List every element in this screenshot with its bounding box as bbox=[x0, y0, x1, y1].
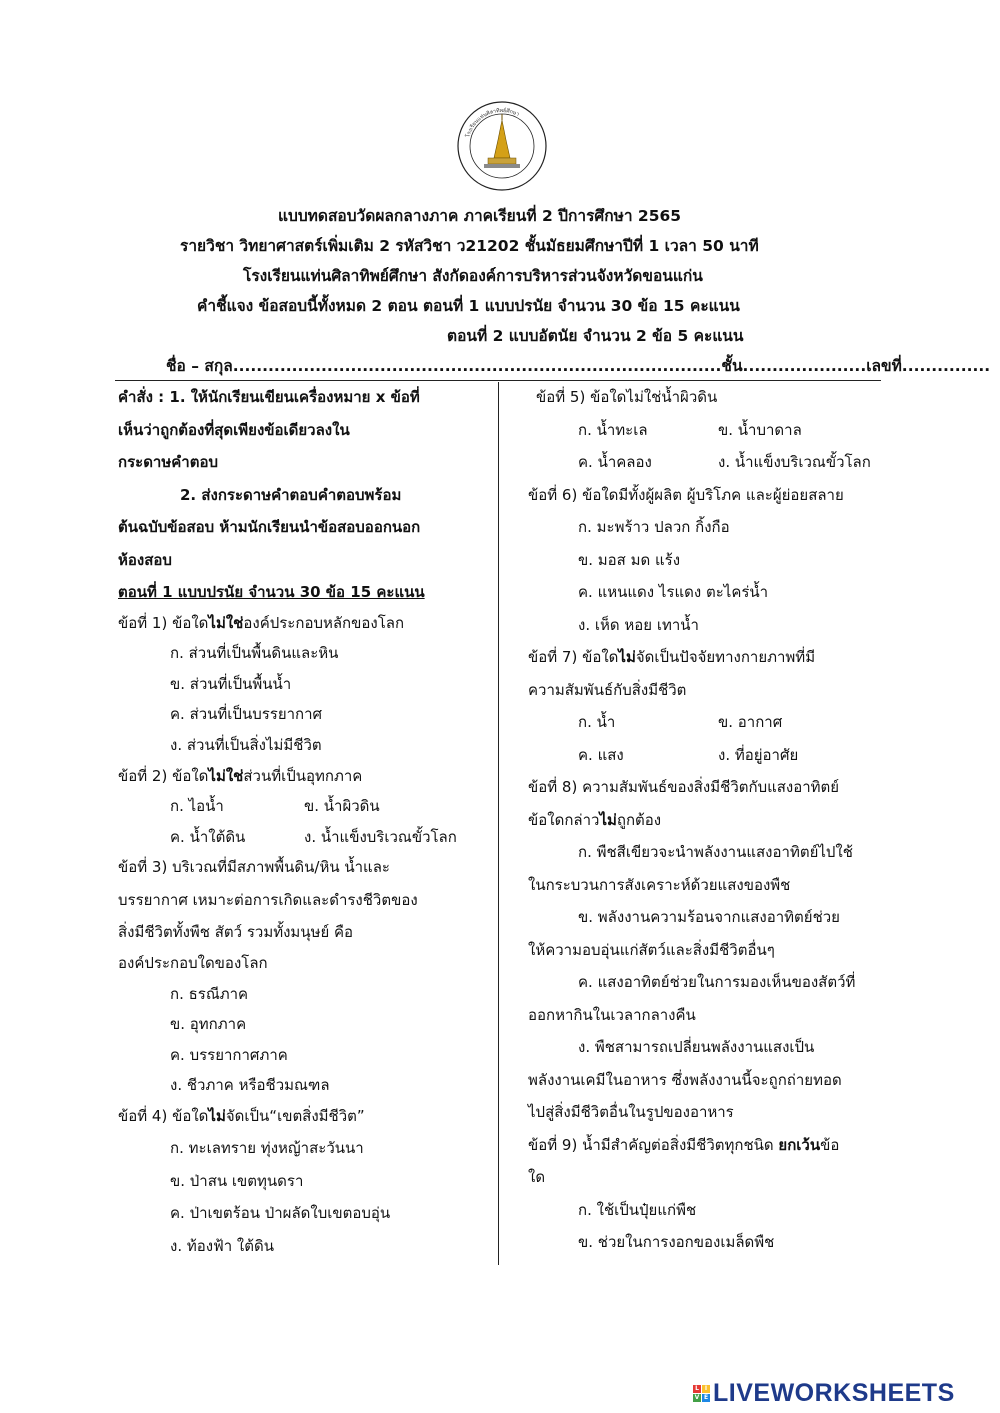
choice-q3-d[interactable]: ง. ชีวภาค หรือชีวมณฑล bbox=[170, 1076, 330, 1095]
choice-q7-c[interactable]: ค. แสง bbox=[578, 745, 624, 764]
instructions-line-1: คำชี้แจง ข้อสอบนี้ทั้งหมด 2 ตอน ตอนที่ 1 แบบปรนัย จำนวน 30 ข้อ 15 คะแนน bbox=[197, 297, 740, 315]
school-seal bbox=[456, 100, 548, 192]
question-8-cont: ข้อใดกล่าวไม่ถูกต้อง bbox=[528, 810, 662, 829]
logo-letter-i: I bbox=[702, 1385, 710, 1393]
instruction-1-cont: เห็นว่าถูกต้องที่สุดเพียงข้อเดียวลงใน bbox=[118, 420, 350, 439]
choice-q4-b[interactable]: ข. ป่าสน เขตทุนดรา bbox=[170, 1171, 304, 1190]
instructions-line-2: ตอนที่ 2 แบบอัตนัย จำนวน 2 ข้อ 5 คะแนน bbox=[447, 327, 744, 345]
subject-line: รายวิชา วิทยาศาสตร์เพิ่มเติม 2 รหัสวิชา ว21202 ชั้นมัธยมศึกษาปีที่ 1 เวลา 50 นาที bbox=[180, 237, 759, 255]
instruction-2: 2. ส่งกระดาษคำตอบคำตอบพร้อม bbox=[180, 485, 402, 504]
choice-q5-c[interactable]: ค. น้ำคลอง bbox=[578, 453, 652, 471]
instruction-2-cont: ต้นฉบับข้อสอบ ห้ามนักเรียนนำข้อสอบออกนอก bbox=[118, 518, 421, 536]
choice-q9-b[interactable]: ข. ช่วยในการงอกของเมล็ดพืช bbox=[578, 1233, 775, 1251]
question-6: ข้อที่ 6) ข้อใดมีทั้งผู้ผลิต ผู้บริโภค และผู้ย่อยสลาย bbox=[528, 485, 844, 504]
question-4: ข้อที่ 4) ข้อใดไม่จัดเป็น“เขตสิ่งมีชีวิต” bbox=[118, 1106, 365, 1125]
school-line: โรงเรียนแท่นศิลาทิพย์ศึกษา สังกัดองค์การบริหารส่วนจังหวัดขอนแก่น bbox=[243, 267, 703, 285]
choice-q2-d[interactable]: ง. น้ำแข็งบริเวณขั้วโลก bbox=[304, 827, 457, 846]
choice-q3-c[interactable]: ค. บรรยากาศภาค bbox=[170, 1045, 288, 1064]
choice-q8-b[interactable]: ข. พลังงานความร้อนจากแสงอาทิตย์ช่วย bbox=[578, 908, 840, 926]
choice-q2-c[interactable]: ค. น้ำใต้ดิน bbox=[170, 827, 246, 846]
choice-q2-a[interactable]: ก. ไอน้ำ bbox=[170, 797, 224, 816]
choice-q3-a[interactable]: ก. ธรณีภาค bbox=[170, 984, 249, 1003]
choice-q4-d[interactable]: ง. ท้องฟ้า ใต้ดิน bbox=[170, 1236, 274, 1255]
choice-q5-b[interactable]: ข. น้ำบาดาล bbox=[718, 420, 802, 439]
choice-q4-a[interactable]: ก. ทะเลทราย ทุ่งหญ้าสะวันนา bbox=[170, 1139, 364, 1158]
choice-q8-a[interactable]: ก. พืชสีเขียวจะนำพลังงานแสงอาทิตย์ไปใช้ bbox=[578, 843, 853, 861]
choice-q1-b[interactable]: ข. ส่วนที่เป็นพื้นน้ำ bbox=[170, 674, 292, 693]
logo-letter-e: E bbox=[703, 1393, 709, 1401]
choice-q8-c[interactable]: ค. แสงอาทิตย์ช่วยในการมองเห็นของสัตว์ที่ bbox=[578, 973, 856, 991]
question-5: ข้อที่ 5) ข้อใดไม่ใช่น้ำผิวดิน bbox=[536, 388, 718, 406]
choice-q8-a-cont: ในกระบวนการสังเคราะห์ด้วยแสงของพืช bbox=[528, 875, 791, 894]
choice-q8-c-cont: ออกหากินในเวลากลางคืน bbox=[528, 1005, 696, 1024]
name-field-line[interactable]: ชื่อ – สกุล...................................................................................ชั้น.....................เลขที่............... bbox=[166, 357, 991, 375]
choice-q4-c[interactable]: ค. ป่าเขตร้อน ป่าผลัดใบเขตอบอุ่น bbox=[170, 1204, 391, 1223]
choice-q2-b[interactable]: ข. น้ำผิวดิน bbox=[304, 797, 380, 816]
seal-label: โรงเรียนแท่นศิลาทิพย์ศึกษา bbox=[465, 107, 521, 139]
choice-q6-b[interactable]: ข. มอส มด แร้ง bbox=[578, 550, 681, 569]
left-column bbox=[118, 382, 493, 1263]
choice-q7-d[interactable]: ง. ที่อยู่อาศัย bbox=[718, 745, 799, 764]
choice-q9-a[interactable]: ก. ใช้เป็นปุ๋ยแก่พืช bbox=[578, 1200, 697, 1219]
choice-row-q2-2 bbox=[118, 822, 493, 853]
choice-q3-b[interactable]: ข. อุทกภาค bbox=[170, 1015, 247, 1034]
choice-q8-d-end: ไปสู่สิ่งมีชีวิตอื่นในรูปของอาหาร bbox=[528, 1103, 734, 1121]
choice-row-q5-2 bbox=[528, 447, 888, 480]
header-divider bbox=[115, 380, 881, 381]
question-3-end: องค์ประกอบใดของโลก bbox=[118, 953, 268, 972]
choice-q8-d-cont: พลังงานเคมีในอาหาร ซึ่งพลังงานนี้จะถูกถ่ายทอด bbox=[528, 1070, 842, 1089]
part-1-heading: ตอนที่ 1 แบบปรนัย จำนวน 30 ข้อ 15 คะแนน bbox=[118, 583, 425, 601]
choice-q6-d[interactable]: ง. เห็ด หอย เทาน้ำ bbox=[578, 615, 699, 634]
question-9: ข้อที่ 9) น้ำมีสำคัญต่อสิ่งมีชีวิตทุกชนิด ยกเว้นข้อ bbox=[528, 1135, 840, 1154]
choice-row-q7-1 bbox=[528, 707, 888, 740]
choice-q5-a[interactable]: ก. น้ำทะเล bbox=[578, 420, 648, 439]
choice-q5-d[interactable]: ง. น้ำแข็งบริเวณขั้วโลก bbox=[718, 453, 871, 471]
choice-q6-a[interactable]: ก. มะพร้าว ปลวก กิ้งกือ bbox=[578, 518, 730, 536]
choice-q8-d[interactable]: ง. พืชสามารถเปลี่ยนพลังงานแสงเป็น bbox=[578, 1038, 815, 1056]
logo-letter-l: L bbox=[693, 1385, 701, 1393]
choice-row-q2-1 bbox=[118, 791, 493, 822]
question-8: ข้อที่ 8) ความสัมพันธ์ของสิ่งมีชีวิตกับแสงอาทิตย์ bbox=[528, 778, 840, 796]
question-7-cont: ความสัมพันธ์กับสิ่งมีชีวิต bbox=[528, 680, 687, 699]
choice-q1-d[interactable]: ง. ส่วนที่เป็นสิ่งไม่มีชีวิต bbox=[170, 735, 322, 754]
choice-q8-b-cont: ให้ความอบอุ่นแก่สัตว์และสิ่งมีชีวิตอื่นๆ bbox=[528, 940, 775, 959]
choice-q7-b[interactable]: ข. อากาศ bbox=[718, 713, 783, 731]
question-3-cont: สิ่งมีชีวิตทั้งพืช สัตว์ รวมทั้งมนุษย์ คือ bbox=[118, 923, 354, 942]
logo-text: LIVEWORKSHEETS bbox=[713, 1378, 955, 1407]
choice-row-q5-1 bbox=[528, 415, 888, 448]
instruction-2-end: ห้องสอบ bbox=[118, 550, 172, 569]
liveworksheets-logo[interactable] bbox=[693, 1378, 955, 1408]
choice-q6-c[interactable]: ค. แหนแดง ไรแดง ตะไคร่น้ำ bbox=[578, 583, 769, 601]
question-1: ข้อที่ 1) ข้อใดไม่ใช่องค์ประกอบหลักของโลก bbox=[118, 613, 405, 632]
choice-q1-a[interactable]: ก. ส่วนที่เป็นพื้นดินและหิน bbox=[170, 644, 339, 663]
exam-title: แบบทดสอบวัดผลกลางภาค ภาคเรียนที่ 2 ปีการศึกษา 2565 bbox=[278, 207, 682, 225]
choice-q1-c[interactable]: ค. ส่วนที่เป็นบรรยากาศ bbox=[170, 705, 323, 724]
liveworksheets-logo-icon bbox=[693, 1385, 710, 1402]
question-3: ข้อที่ 3) บริเวณที่มีสภาพพื้นดิน/หิน น้ำและ bbox=[118, 858, 390, 877]
choice-row-q7-2 bbox=[528, 740, 888, 773]
question-7: ข้อที่ 7) ข้อใดไม่จัดเป็นปัจจัยทางกายภาพที่มี bbox=[528, 648, 816, 666]
choice-q7-a[interactable]: ก. น้ำ bbox=[578, 713, 616, 731]
right-column bbox=[528, 382, 888, 1260]
question-3-cont: บรรยากาศ เหมาะต่อการเกิดและดำรงชีวิตของ bbox=[118, 890, 418, 909]
column-divider bbox=[498, 382, 499, 1265]
logo-letter-v: V bbox=[694, 1393, 700, 1401]
instruction-1: คำสั่ง : 1. ให้นักเรียนเขียนเครื่องหมาย x ข้อที่ bbox=[118, 388, 420, 406]
question-9-cont: ใด bbox=[528, 1168, 546, 1186]
instruction-1-end: กระดาษคำตอบ bbox=[118, 453, 218, 471]
question-2: ข้อที่ 2) ข้อใดไม่ใช่ส่วนที่เป็นอุทกภาค bbox=[118, 766, 363, 785]
